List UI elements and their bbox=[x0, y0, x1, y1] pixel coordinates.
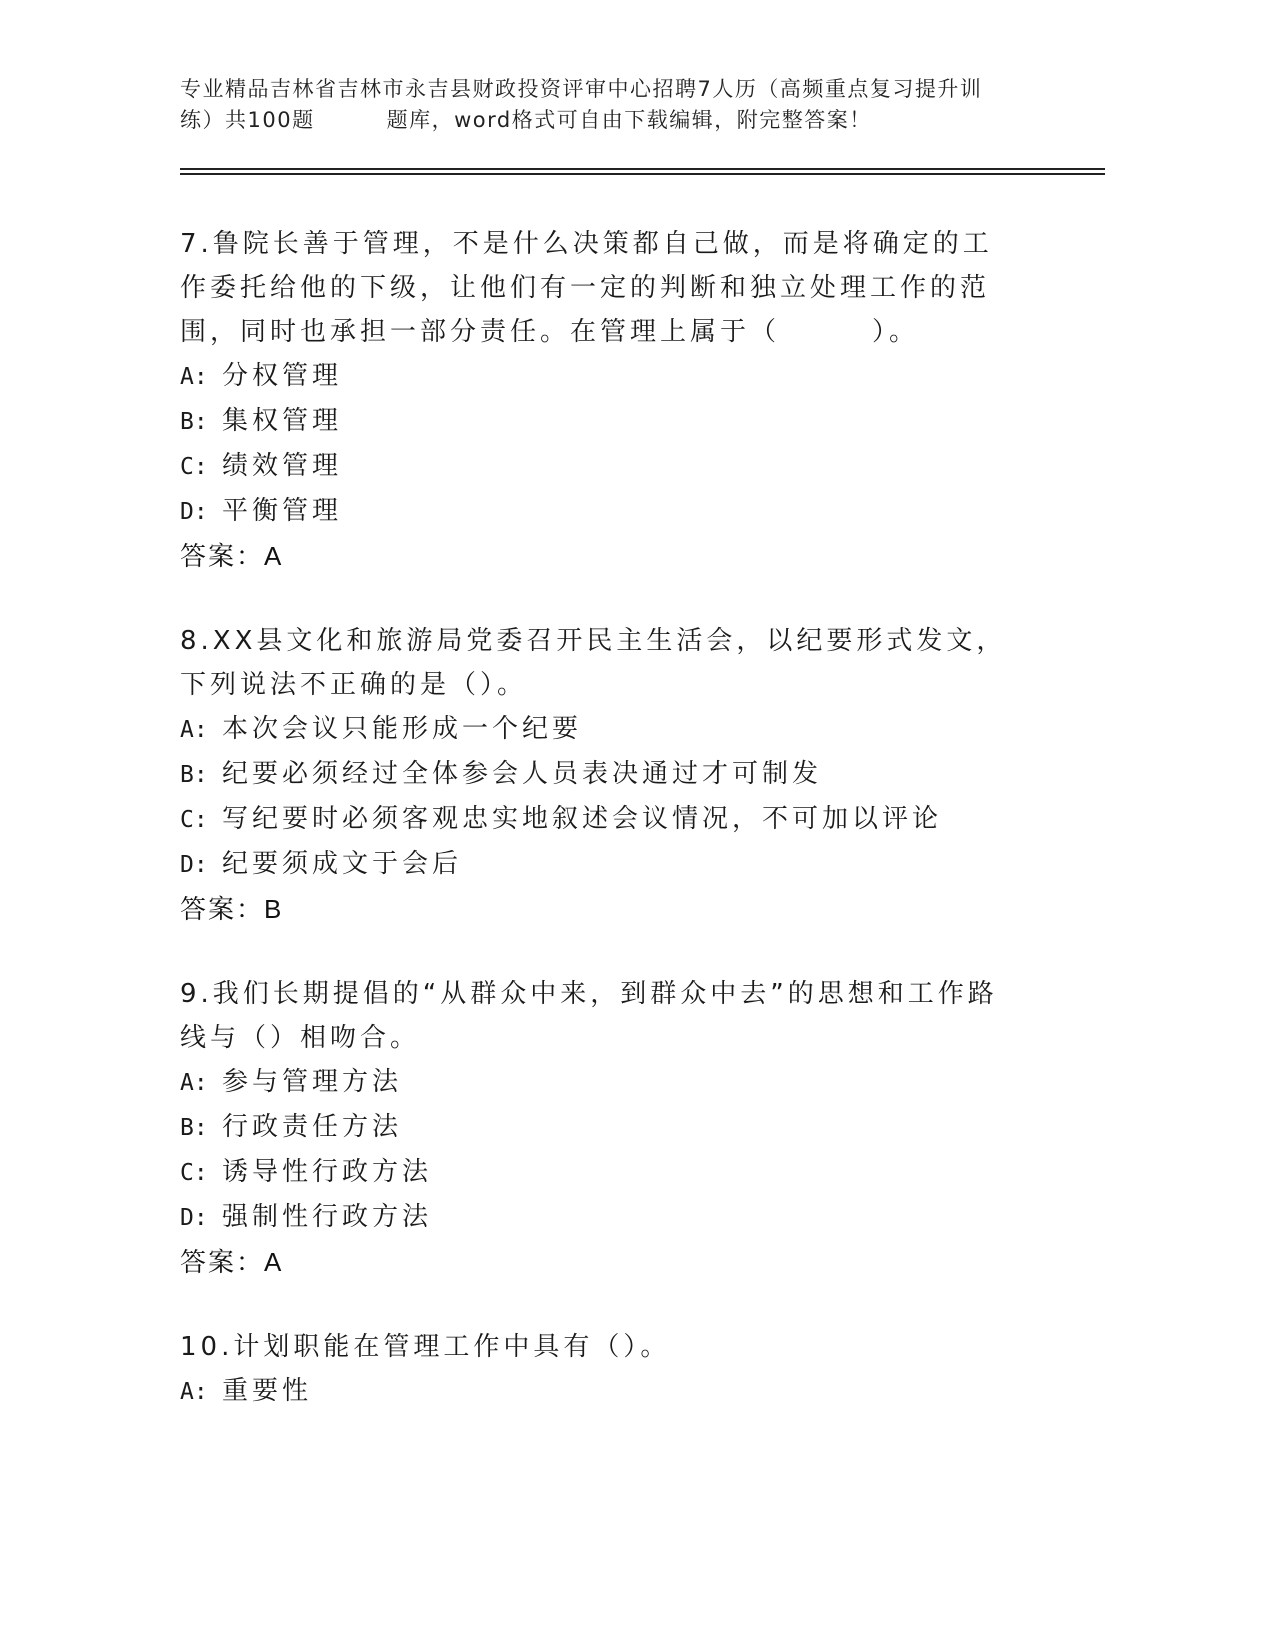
option-text: 重要性 bbox=[222, 1376, 313, 1406]
header-line-2-part-a: 练）共100题 bbox=[180, 108, 315, 132]
page-header bbox=[180, 74, 1080, 136]
option-key: A: bbox=[180, 1379, 208, 1405]
option-b bbox=[180, 399, 1060, 444]
option-a bbox=[180, 707, 1060, 752]
question-list bbox=[180, 222, 1060, 1455]
option-text: 行政责任方法 bbox=[222, 1112, 403, 1142]
question-text: 8.XX县文化和旅游局党委召开民主生活会，以纪要形式发文，下列说法不正确的是（）。 bbox=[180, 626, 1007, 700]
option-a bbox=[180, 1369, 1060, 1414]
answer-line: 答案：A bbox=[180, 541, 284, 571]
option-a bbox=[180, 1060, 1060, 1105]
header-line-1: 专业精品吉林省吉林市永吉县财政投资评审中心招聘7人历（高频重点复习提升训 bbox=[180, 77, 983, 101]
option-b bbox=[180, 752, 1060, 797]
option-key: B: bbox=[180, 1115, 208, 1141]
question-text bbox=[180, 222, 1060, 354]
option-key: C: bbox=[180, 807, 208, 833]
option-key: D: bbox=[180, 852, 208, 878]
option-text: 诱导性行政方法 bbox=[222, 1157, 433, 1187]
question-text: 10.计划职能在管理工作中具有（）。 bbox=[180, 1332, 671, 1362]
option-key: D: bbox=[180, 1205, 208, 1231]
question-8 bbox=[180, 619, 1060, 931]
question-text: 9.我们长期提倡的“从群众中来，到群众中去”的思想和工作路线与（）相吻合。 bbox=[180, 979, 998, 1053]
header-rule-top bbox=[180, 168, 1105, 170]
question-9 bbox=[180, 972, 1060, 1284]
answer-line: 答案：B bbox=[180, 894, 284, 924]
option-a bbox=[180, 354, 1060, 399]
option-text: 纪要须成文于会后 bbox=[222, 849, 463, 879]
option-text: 本次会议只能形成一个纪要 bbox=[222, 714, 583, 744]
option-text: 参与管理方法 bbox=[222, 1067, 403, 1097]
option-key: C: bbox=[180, 1160, 208, 1186]
option-text: 平衡管理 bbox=[222, 496, 343, 526]
option-d bbox=[180, 1195, 1060, 1240]
option-b bbox=[180, 1105, 1060, 1150]
option-key: C: bbox=[180, 454, 208, 480]
option-text: 强制性行政方法 bbox=[222, 1202, 433, 1232]
question-stem: 7.鲁院长善于管理，不是什么决策都自己做，而是将确定的工作委托给他的下级，让他们有一定的判断和独立处理工作的范围，同时也承担一部分责任。在管理上属于（ bbox=[180, 229, 993, 347]
option-c bbox=[180, 444, 1060, 489]
question-10 bbox=[180, 1325, 1060, 1414]
option-text: 集权管理 bbox=[222, 406, 343, 436]
option-key: A: bbox=[180, 1070, 208, 1096]
option-key: B: bbox=[180, 762, 208, 788]
option-c bbox=[180, 797, 1060, 842]
question-stem-end: ）。 bbox=[872, 317, 920, 347]
option-key: D: bbox=[180, 499, 208, 525]
header-rule-bottom bbox=[180, 173, 1105, 175]
option-c bbox=[180, 1150, 1060, 1195]
option-d bbox=[180, 489, 1060, 534]
option-key: A: bbox=[180, 717, 208, 743]
option-key: A: bbox=[180, 364, 208, 390]
option-text: 分权管理 bbox=[222, 361, 343, 391]
option-text: 纪要必须经过全体参会人员表决通过才可制发 bbox=[222, 759, 823, 789]
header-line-2 bbox=[180, 105, 1080, 136]
option-text: 绩效管理 bbox=[222, 451, 343, 481]
option-d bbox=[180, 842, 1060, 887]
answer-line: 答案：A bbox=[180, 1247, 284, 1277]
header-line-2-part-b: 题库，word格式可自由下载编辑，附完整答案！ bbox=[386, 108, 872, 132]
option-key: B: bbox=[180, 409, 208, 435]
option-text: 写纪要时必须客观忠实地叙述会议情况，不可加以评论 bbox=[222, 804, 943, 834]
question-7 bbox=[180, 222, 1060, 578]
